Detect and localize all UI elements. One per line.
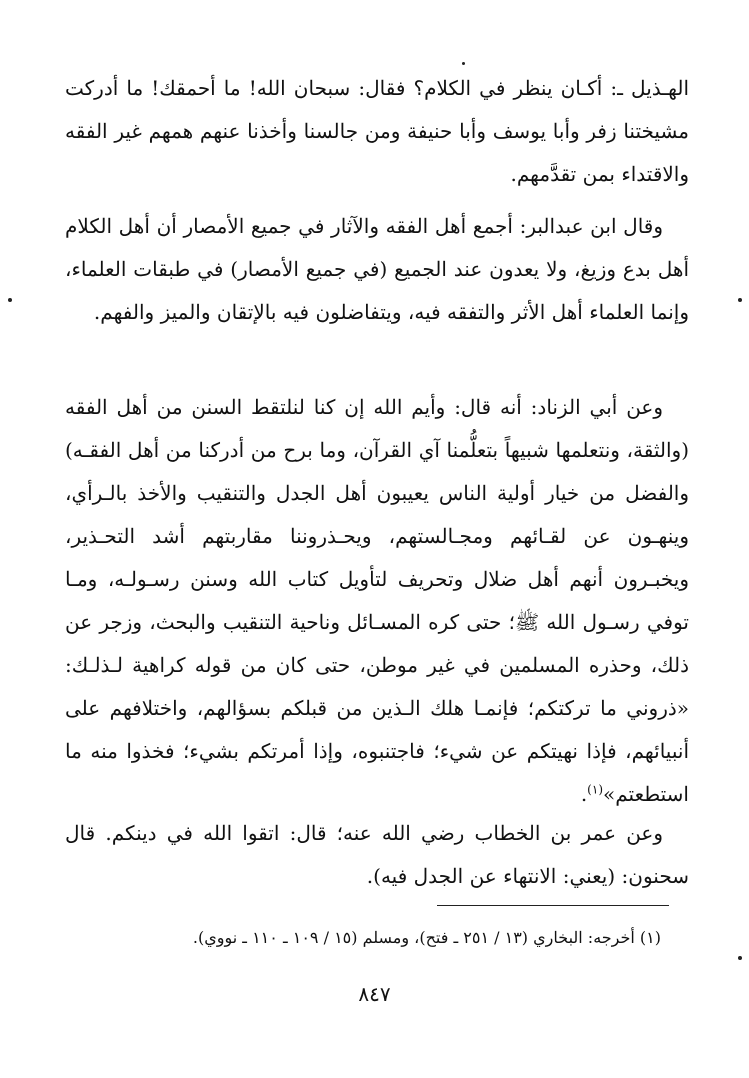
ink-speck [8,298,12,302]
text-line: والبحث، وزجر عن ذلك، وحذره المسلمين في غير موطن، حتى كان من [65,610,689,677]
footnote-divider [437,905,669,906]
paragraph-ibn-abdilbarr [65,205,689,334]
text-line: أمرتكم بشيء؛ فخذوا منه ما استطعتم» [65,739,689,806]
text-line: أدركت مشيختنا زفر وأبا يوسف وأبا حنيفة ومن جالسنا وأخذنا عنهم همهم [65,76,689,143]
paragraph-abu-al-zinad [65,386,689,816]
text-line: بسؤالهم، واختلافهم على أنبيائهم، فإذا نهيتكم عن شيء؛ فاجتنبوه، وإذا [65,696,690,763]
ink-speck [462,62,465,65]
page-number: ٨٤٧ [358,982,391,1006]
text-line: التحـذير، ويخبـرون أنهم أهل ضلال وتحريف لتأويل كتاب الله وسنن [65,524,689,591]
text-line: غير الفقه والاقتداء بمن تقدَّمهم. [65,119,689,186]
ink-speck [738,956,742,960]
text-line: أهل الكلام أهل بدع وزيغ، ولا يعدون عند الجميع (في جميع الأمصار) [65,214,690,281]
text-line: الهـذيل ـ: أكـان ينظر في الكلام؟ فقال: سبحان الله! ما أحمقك! ما [126,76,690,100]
text-line: قال سحنون: (يعني: الانتهاء عن الجدل فيه). [65,821,689,888]
text-line: وقال ابن عبدالبر: أجمع أهل الفقه والآثار في جميع الأمصار أن [156,214,664,238]
ink-speck [738,298,742,302]
text-line: في طبقات العلماء، وإنما العلماء أهل الأثر والتفقه فيه، ويتفاضلون فيه [65,257,689,324]
text-line: بالإتقان والميز والفهم. [93,300,277,324]
text-line: وعن أبي الزناد: أنه قال: وأيم الله إن كنا لنلتقط السنن من أهل [116,395,664,419]
paragraph-hudhayl-quote [65,67,689,196]
text-line: وعن عمر بن الخطاب رضي الله عنه؛ قال: اتقوا الله في دينكم. [105,821,664,845]
text-line: بالـرأي، وينهـون عن لقـائهم ومجـالستهم، ويحـذروننا مقاربتهم أشد [65,481,690,548]
footnote-reference[interactable]: (١) [587,782,603,797]
text-line: رسـولـه، ومـا توفي رسـول الله ﷺ؛ حتى كره المسـائل وناحية التنقيب [65,567,689,634]
period: . [580,782,588,806]
text-line: الفقه (والثقة، ونتعلمها شبيهاً بتعلُّمنا آي القرآن، وما برح من أدركنا من أهل [65,395,689,462]
footnote: (١) أخرجه: البخاري (١٣ / ٢٥١ ـ فتح)، ومسلم (١٥ / ١٠٩ ـ ١١٠ ـ نووي). [192,928,661,947]
paragraph-umar-sahnun [65,812,689,898]
text-line: الفقـه) والفضل من خيار أولية الناس يعيبون أهل الجدل والتنقيب والأخذ [65,438,690,505]
text-line: قوله كراهية لـذلـك: «ذروني ما تركتكم؛ فإنمـا هلك الـذين من قبلكم [65,653,690,720]
